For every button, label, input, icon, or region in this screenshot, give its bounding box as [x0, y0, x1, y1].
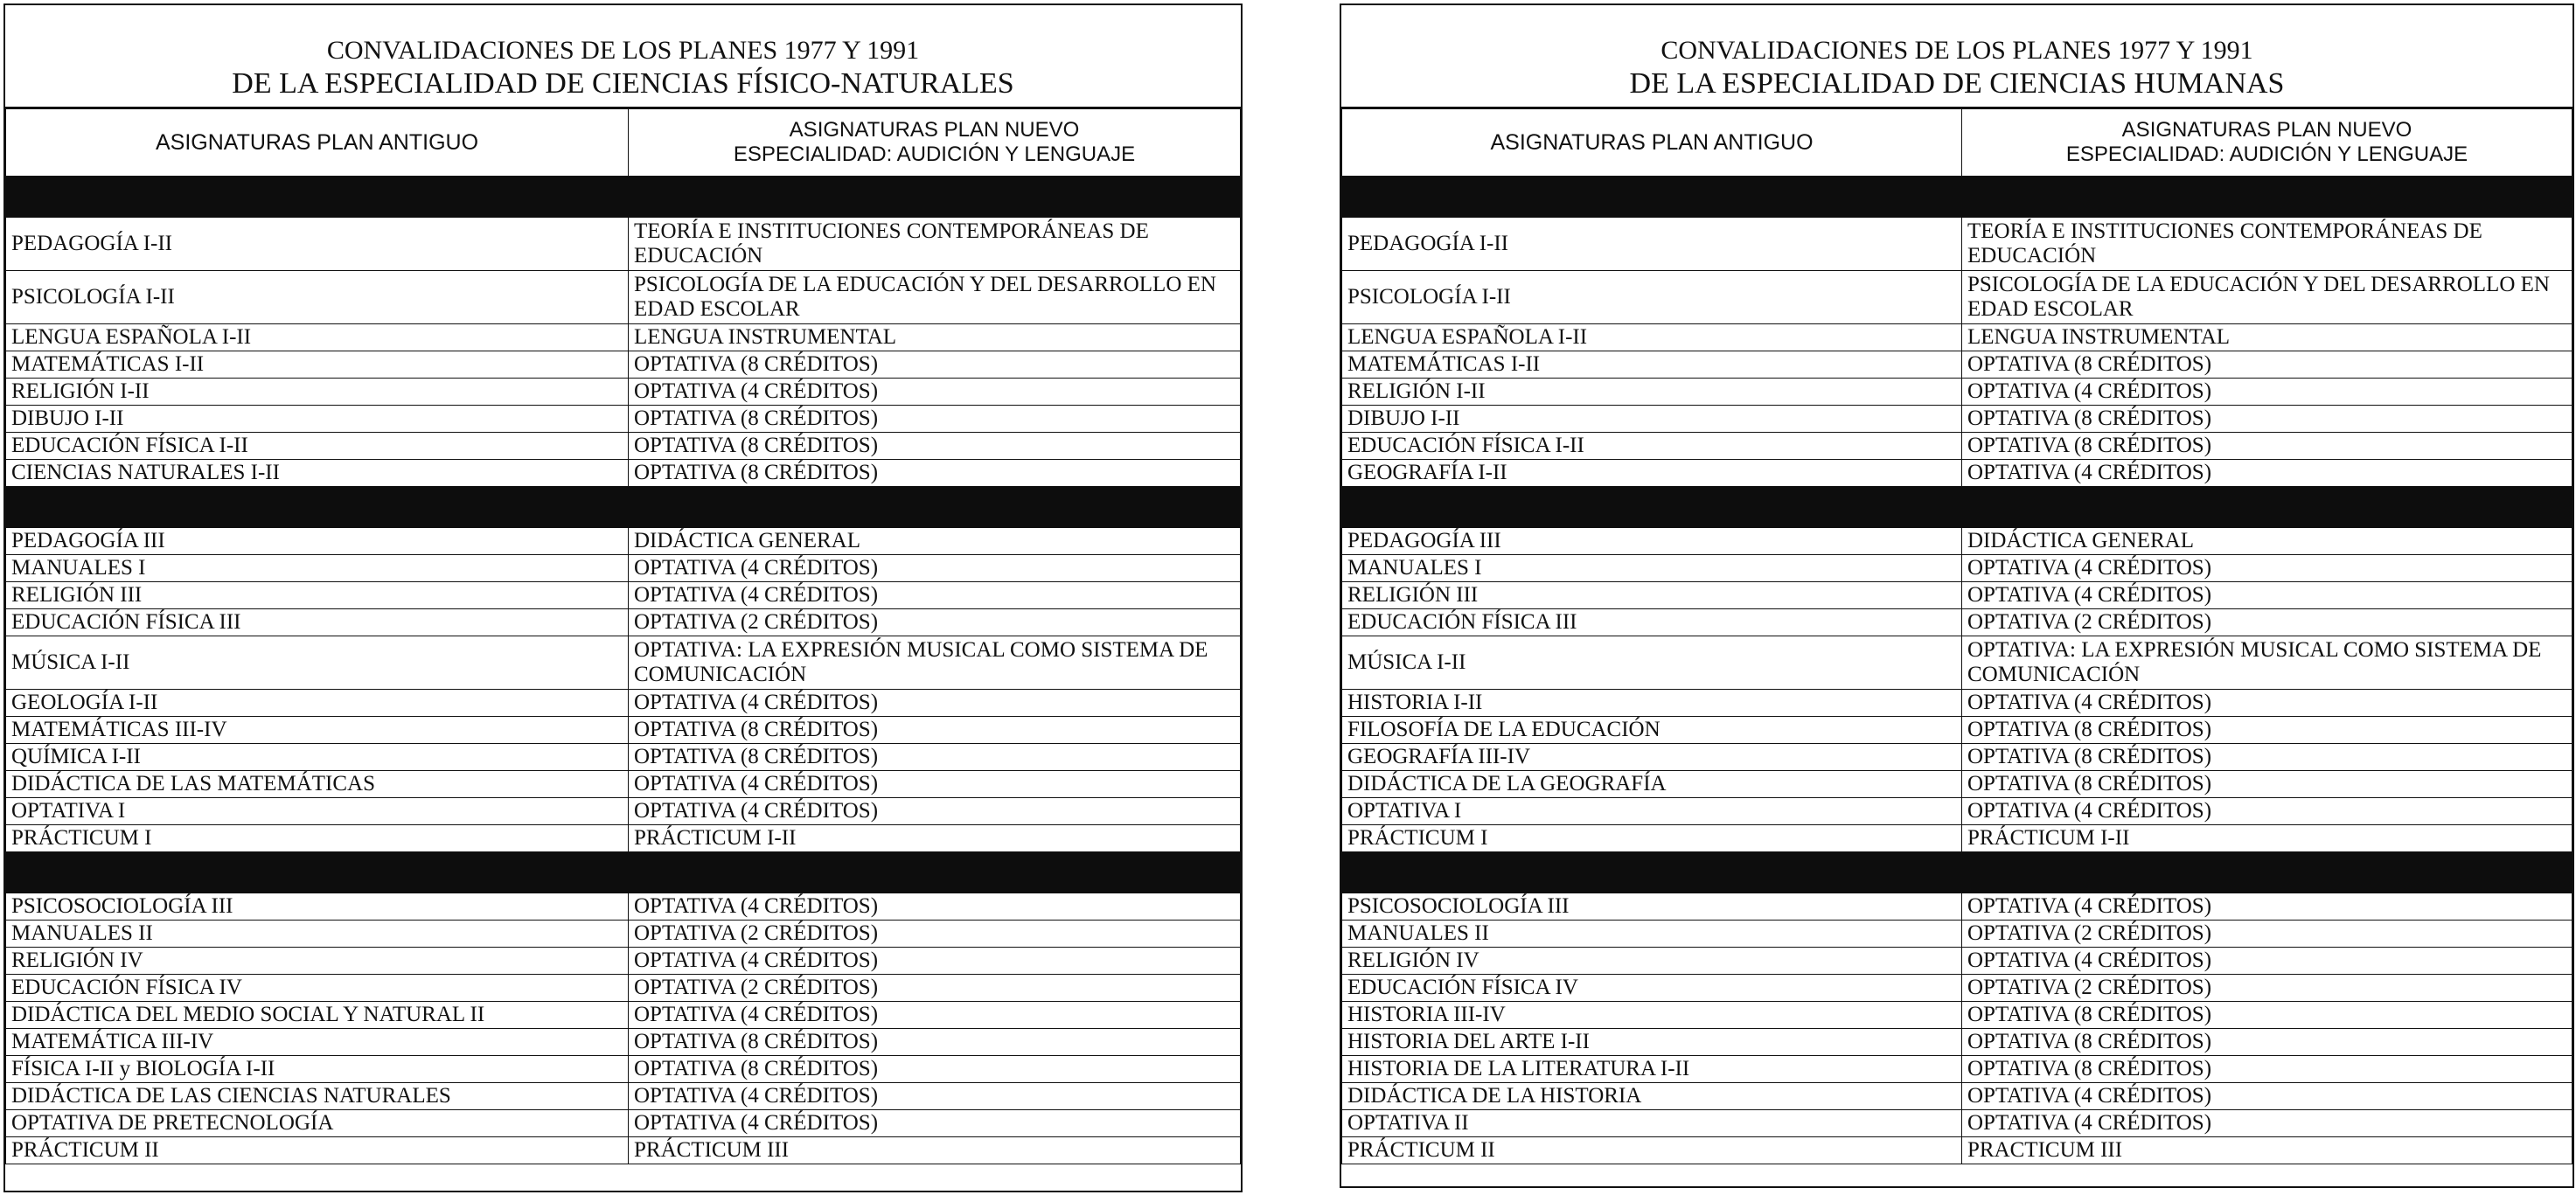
- old-subject-cell: OPTATIVA II: [1342, 1110, 1962, 1137]
- old-subject-cell: PSICOSOCIOLOGÍA III: [1342, 893, 1962, 921]
- table-row: [6, 351, 1241, 379]
- new-subject-cell: PRÁCTICUM I-II: [1962, 825, 2573, 852]
- table-row: [1342, 351, 2573, 379]
- left-section-band: [6, 177, 1241, 218]
- old-subject-cell: MANUALES II: [6, 921, 629, 948]
- new-subject-cell: OPTATIVA (2 CRÉDITOS): [1962, 975, 2573, 1002]
- table-row: [1342, 948, 2573, 975]
- new-subject-cell: PRÁCTICUM III: [629, 1137, 1241, 1164]
- old-subject-cell: MATEMÁTICAS I-II: [1342, 351, 1962, 379]
- new-subject-cell: OPTATIVA (4 CRÉDITOS): [629, 1110, 1241, 1137]
- table-row: [6, 460, 1241, 487]
- new-subject-cell: OPTATIVA (4 CRÉDITOS): [629, 771, 1241, 798]
- new-subject-cell: OPTATIVA: LA EXPRESIÓN MUSICAL COMO SISTEMA DE COMUNICACIÓN: [629, 636, 1241, 690]
- old-subject-cell: EDUCACIÓN FÍSICA IV: [1342, 975, 1962, 1002]
- table-row: [1342, 460, 2573, 487]
- table-row: [6, 975, 1241, 1002]
- old-subject-cell: LENGUA ESPAÑOLA I-II: [6, 324, 629, 351]
- old-subject-cell: GEOGRAFÍA I-II: [1342, 460, 1962, 487]
- old-subject-cell: DIBUJO I-II: [1342, 406, 1962, 433]
- left-section-band: [6, 487, 1241, 528]
- new-subject-cell: OPTATIVA: LA EXPRESIÓN MUSICAL COMO SISTEMA DE COMUNICACIÓN: [1962, 636, 2573, 690]
- old-subject-cell: RELIGIÓN IV: [1342, 948, 1962, 975]
- right-header-new-line1: ASIGNATURAS PLAN NUEVO: [2121, 118, 2412, 142]
- old-subject-cell: CIENCIAS NATURALES I-II: [6, 460, 629, 487]
- right-section-band: [1342, 852, 2573, 893]
- table-row: [6, 921, 1241, 948]
- section-band-cell: [6, 177, 1241, 218]
- old-subject-cell: PRÁCTICUM II: [6, 1137, 629, 1164]
- old-subject-cell: GEOGRAFÍA III-IV: [1342, 744, 1962, 771]
- new-subject-cell: OPTATIVA (4 CRÉDITOS): [629, 1002, 1241, 1029]
- old-subject-cell: RELIGIÓN IV: [6, 948, 629, 975]
- new-subject-cell: LENGUA INSTRUMENTAL: [629, 324, 1241, 351]
- old-subject-cell: PSICOLOGÍA I-II: [6, 271, 629, 324]
- right-section-band: [1342, 487, 2573, 528]
- table-row: [6, 690, 1241, 717]
- old-subject-cell: EDUCACIÓN FÍSICA III: [1342, 609, 1962, 636]
- new-subject-cell: OPTATIVA (4 CRÉDITOS): [1962, 555, 2573, 582]
- old-subject-cell: FILOSOFÍA DE LA EDUCACIÓN: [1342, 717, 1962, 744]
- right-table-header: [1342, 109, 2573, 177]
- old-subject-cell: OPTATIVA I: [1342, 798, 1962, 825]
- table-row: [6, 1002, 1241, 1029]
- left-section-band: [6, 852, 1241, 893]
- new-subject-cell: OPTATIVA (4 CRÉDITOS): [629, 690, 1241, 717]
- new-subject-cell: PSICOLOGÍA DE LA EDUCACIÓN Y DEL DESARROLLO EN EDAD ESCOLAR: [1962, 271, 2573, 324]
- table-row: [6, 555, 1241, 582]
- section-band-cell: [6, 487, 1241, 528]
- new-subject-cell: OPTATIVA (4 CRÉDITOS): [629, 948, 1241, 975]
- new-subject-cell: OPTATIVA (8 CRÉDITOS): [1962, 433, 2573, 460]
- old-subject-cell: MÚSICA I-II: [6, 636, 629, 690]
- table-row: [1342, 717, 2573, 744]
- new-subject-cell: PRÁCTICUM I-II: [629, 825, 1241, 852]
- old-subject-cell: PEDAGOGÍA I-II: [6, 218, 629, 271]
- table-row: [1342, 1137, 2573, 1164]
- new-subject-cell: OPTATIVA (8 CRÉDITOS): [1962, 1056, 2573, 1083]
- new-subject-cell: OPTATIVA (8 CRÉDITOS): [629, 433, 1241, 460]
- right-title-block: [1341, 5, 2573, 108]
- table-row: [1342, 636, 2573, 690]
- table-row: [6, 406, 1241, 433]
- old-subject-cell: PRÁCTICUM I: [6, 825, 629, 852]
- right-header-new: [1962, 109, 2573, 177]
- left-convalidation-table: [5, 108, 1241, 1164]
- old-subject-cell: PRÁCTICUM I: [1342, 825, 1962, 852]
- table-row: [1342, 690, 2573, 717]
- table-row: [6, 1137, 1241, 1164]
- old-subject-cell: RELIGIÓN I-II: [1342, 379, 1962, 406]
- table-row: [1342, 1029, 2573, 1056]
- table-row: [1342, 1083, 2573, 1110]
- new-subject-cell: OPTATIVA (8 CRÉDITOS): [1962, 744, 2573, 771]
- right-document-panel: [1340, 3, 2574, 1188]
- new-subject-cell: OPTATIVA (2 CRÉDITOS): [1962, 609, 2573, 636]
- section-band-cell: [1342, 177, 2573, 218]
- new-subject-cell: OPTATIVA (8 CRÉDITOS): [1962, 351, 2573, 379]
- new-subject-cell: OPTATIVA (4 CRÉDITOS): [1962, 460, 2573, 487]
- new-subject-cell: DIDÁCTICA GENERAL: [1962, 528, 2573, 555]
- old-subject-cell: HISTORIA I-II: [1342, 690, 1962, 717]
- new-subject-cell: OPTATIVA (4 CRÉDITOS): [1962, 1110, 2573, 1137]
- old-subject-cell: DIDÁCTICA DEL MEDIO SOCIAL Y NATURAL II: [6, 1002, 629, 1029]
- new-subject-cell: OPTATIVA (4 CRÉDITOS): [629, 379, 1241, 406]
- table-row: [1342, 528, 2573, 555]
- new-subject-cell: TEORÍA E INSTITUCIONES CONTEMPORÁNEAS DE EDUCACIÓN: [1962, 218, 2573, 271]
- table-row: [6, 1029, 1241, 1056]
- old-subject-cell: RELIGIÓN III: [1342, 582, 1962, 609]
- old-subject-cell: OPTATIVA DE PRETECNOLOGÍA: [6, 1110, 629, 1137]
- old-subject-cell: QUÍMICA I-II: [6, 744, 629, 771]
- right-header-new-line2: ESPECIALIDAD: AUDICIÓN Y LENGUAJE: [2065, 142, 2468, 166]
- old-subject-cell: MANUALES I: [6, 555, 629, 582]
- table-row: [1342, 744, 2573, 771]
- left-header-new-line1: ASIGNATURAS PLAN NUEVO: [789, 118, 1080, 142]
- table-row: [1342, 218, 2573, 271]
- table-row: [1342, 771, 2573, 798]
- old-subject-cell: EDUCACIÓN FÍSICA I-II: [6, 433, 629, 460]
- old-subject-cell: PEDAGOGÍA III: [1342, 528, 1962, 555]
- section-band-cell: [6, 852, 1241, 893]
- table-row: [1342, 271, 2573, 324]
- table-row: [1342, 582, 2573, 609]
- old-subject-cell: HISTORIA III-IV: [1342, 1002, 1962, 1029]
- table-row: [6, 1083, 1241, 1110]
- old-subject-cell: PSICOSOCIOLOGÍA III: [6, 893, 629, 921]
- right-title-line1: CONVALIDACIONES DE LOS PLANES 1977 Y 1991: [1660, 36, 2253, 65]
- new-subject-cell: OPTATIVA (8 CRÉDITOS): [629, 744, 1241, 771]
- table-row: [6, 636, 1241, 690]
- table-row: [6, 893, 1241, 921]
- new-subject-cell: OPTATIVA (8 CRÉDITOS): [1962, 717, 2573, 744]
- new-subject-cell: TEORÍA E INSTITUCIONES CONTEMPORÁNEAS DE EDUCACIÓN: [629, 218, 1241, 271]
- new-subject-cell: OPTATIVA (2 CRÉDITOS): [629, 975, 1241, 1002]
- old-subject-cell: HISTORIA DEL ARTE I-II: [1342, 1029, 1962, 1056]
- table-row: [6, 609, 1241, 636]
- old-subject-cell: MATEMÁTICAS III-IV: [6, 717, 629, 744]
- old-subject-cell: GEOLOGÍA I-II: [6, 690, 629, 717]
- old-subject-cell: MANUALES I: [1342, 555, 1962, 582]
- table-row: [1342, 1002, 2573, 1029]
- table-row: [1342, 379, 2573, 406]
- old-subject-cell: MATEMÁTICAS I-II: [6, 351, 629, 379]
- new-subject-cell: OPTATIVA (2 CRÉDITOS): [629, 921, 1241, 948]
- table-row: [1342, 406, 2573, 433]
- new-subject-cell: OPTATIVA (4 CRÉDITOS): [629, 893, 1241, 921]
- new-subject-cell: OPTATIVA (8 CRÉDITOS): [629, 717, 1241, 744]
- right-section-band: [1342, 177, 2573, 218]
- old-subject-cell: EDUCACIÓN FÍSICA I-II: [1342, 433, 1962, 460]
- new-subject-cell: OPTATIVA (4 CRÉDITOS): [629, 555, 1241, 582]
- section-band-cell: [1342, 487, 2573, 528]
- old-subject-cell: PEDAGOGÍA III: [6, 528, 629, 555]
- old-subject-cell: PRÁCTICUM II: [1342, 1137, 1962, 1164]
- new-subject-cell: OPTATIVA (4 CRÉDITOS): [1962, 948, 2573, 975]
- old-subject-cell: EDUCACIÓN FÍSICA III: [6, 609, 629, 636]
- new-subject-cell: OPTATIVA (8 CRÉDITOS): [629, 1029, 1241, 1056]
- table-row: [6, 218, 1241, 271]
- new-subject-cell: OPTATIVA (4 CRÉDITOS): [629, 798, 1241, 825]
- new-subject-cell: LENGUA INSTRUMENTAL: [1962, 324, 2573, 351]
- table-row: [1342, 1110, 2573, 1137]
- old-subject-cell: MATEMÁTICA III-IV: [6, 1029, 629, 1056]
- old-subject-cell: DIDÁCTICA DE LA GEOGRAFÍA: [1342, 771, 1962, 798]
- new-subject-cell: OPTATIVA (2 CRÉDITOS): [1962, 921, 2573, 948]
- old-subject-cell: MÚSICA I-II: [1342, 636, 1962, 690]
- old-subject-cell: DIDÁCTICA DE LAS CIENCIAS NATURALES: [6, 1083, 629, 1110]
- new-subject-cell: OPTATIVA (4 CRÉDITOS): [1962, 798, 2573, 825]
- table-row: [6, 948, 1241, 975]
- table-row: [1342, 324, 2573, 351]
- new-subject-cell: DIDÁCTICA GENERAL: [629, 528, 1241, 555]
- table-row: [1342, 921, 2573, 948]
- old-subject-cell: PSICOLOGÍA I-II: [1342, 271, 1962, 324]
- table-row: [6, 744, 1241, 771]
- old-subject-cell: DIBUJO I-II: [6, 406, 629, 433]
- new-subject-cell: OPTATIVA (8 CRÉDITOS): [1962, 771, 2573, 798]
- new-subject-cell: OPTATIVA (4 CRÉDITOS): [1962, 582, 2573, 609]
- new-subject-cell: OPTATIVA (4 CRÉDITOS): [629, 582, 1241, 609]
- new-subject-cell: OPTATIVA (4 CRÉDITOS): [1962, 690, 2573, 717]
- table-row: [6, 825, 1241, 852]
- right-convalidation-table: [1341, 108, 2573, 1164]
- new-subject-cell: OPTATIVA (4 CRÉDITOS): [1962, 893, 2573, 921]
- old-subject-cell: DIDÁCTICA DE LA HISTORIA: [1342, 1083, 1962, 1110]
- table-row: [6, 528, 1241, 555]
- table-row: [6, 1110, 1241, 1137]
- new-subject-cell: OPTATIVA (2 CRÉDITOS): [629, 609, 1241, 636]
- new-subject-cell: OPTATIVA (8 CRÉDITOS): [629, 351, 1241, 379]
- table-row: [6, 324, 1241, 351]
- old-subject-cell: HISTORIA DE LA LITERATURA I-II: [1342, 1056, 1962, 1083]
- table-row: [1342, 555, 2573, 582]
- right-header-old: ASIGNATURAS PLAN ANTIGUO: [1342, 109, 1962, 177]
- right-title-line2: DE LA ESPECIALIDAD DE CIENCIAS HUMANAS: [1629, 67, 2285, 100]
- old-subject-cell: DIDÁCTICA DE LAS MATEMÁTICAS: [6, 771, 629, 798]
- new-subject-cell: OPTATIVA (4 CRÉDITOS): [629, 1083, 1241, 1110]
- old-subject-cell: PEDAGOGÍA I-II: [1342, 218, 1962, 271]
- table-row: [6, 379, 1241, 406]
- new-subject-cell: OPTATIVA (8 CRÉDITOS): [1962, 406, 2573, 433]
- old-subject-cell: FÍSICA I-II y BIOLOGÍA I-II: [6, 1056, 629, 1083]
- new-subject-cell: PRACTICUM III: [1962, 1137, 2573, 1164]
- new-subject-cell: OPTATIVA (8 CRÉDITOS): [1962, 1002, 2573, 1029]
- table-row: [6, 582, 1241, 609]
- left-header-new: [629, 109, 1241, 177]
- table-row: [6, 271, 1241, 324]
- new-subject-cell: PSICOLOGÍA DE LA EDUCACIÓN Y DEL DESARROLLO EN EDAD ESCOLAR: [629, 271, 1241, 324]
- old-subject-cell: LENGUA ESPAÑOLA I-II: [1342, 324, 1962, 351]
- table-row: [1342, 975, 2573, 1002]
- table-row: [6, 771, 1241, 798]
- new-subject-cell: OPTATIVA (8 CRÉDITOS): [1962, 1029, 2573, 1056]
- new-subject-cell: OPTATIVA (8 CRÉDITOS): [629, 1056, 1241, 1083]
- left-title-block: [5, 5, 1241, 108]
- table-row: [6, 798, 1241, 825]
- table-row: [1342, 1056, 2573, 1083]
- table-row: [6, 717, 1241, 744]
- old-subject-cell: MANUALES II: [1342, 921, 1962, 948]
- table-row: [1342, 609, 2573, 636]
- old-subject-cell: RELIGIÓN III: [6, 582, 629, 609]
- table-row: [1342, 825, 2573, 852]
- new-subject-cell: OPTATIVA (8 CRÉDITOS): [629, 460, 1241, 487]
- left-title-line2: DE LA ESPECIALIDAD DE CIENCIAS FÍSICO-NATURALES: [232, 67, 1014, 100]
- left-header-old: ASIGNATURAS PLAN ANTIGUO: [6, 109, 629, 177]
- left-table-header: [6, 109, 1241, 177]
- table-row: [6, 433, 1241, 460]
- new-subject-cell: OPTATIVA (8 CRÉDITOS): [629, 406, 1241, 433]
- new-subject-cell: OPTATIVA (4 CRÉDITOS): [1962, 379, 2573, 406]
- left-header-new-line2: ESPECIALIDAD: AUDICIÓN Y LENGUAJE: [733, 142, 1136, 166]
- left-document-panel: [3, 3, 1243, 1192]
- table-row: [1342, 893, 2573, 921]
- old-subject-cell: RELIGIÓN I-II: [6, 379, 629, 406]
- old-subject-cell: OPTATIVA I: [6, 798, 629, 825]
- table-row: [6, 1056, 1241, 1083]
- table-row: [1342, 433, 2573, 460]
- table-row: [1342, 798, 2573, 825]
- old-subject-cell: EDUCACIÓN FÍSICA IV: [6, 975, 629, 1002]
- new-subject-cell: OPTATIVA (4 CRÉDITOS): [1962, 1083, 2573, 1110]
- section-band-cell: [1342, 852, 2573, 893]
- left-title-line1: CONVALIDACIONES DE LOS PLANES 1977 Y 1991: [326, 36, 920, 65]
